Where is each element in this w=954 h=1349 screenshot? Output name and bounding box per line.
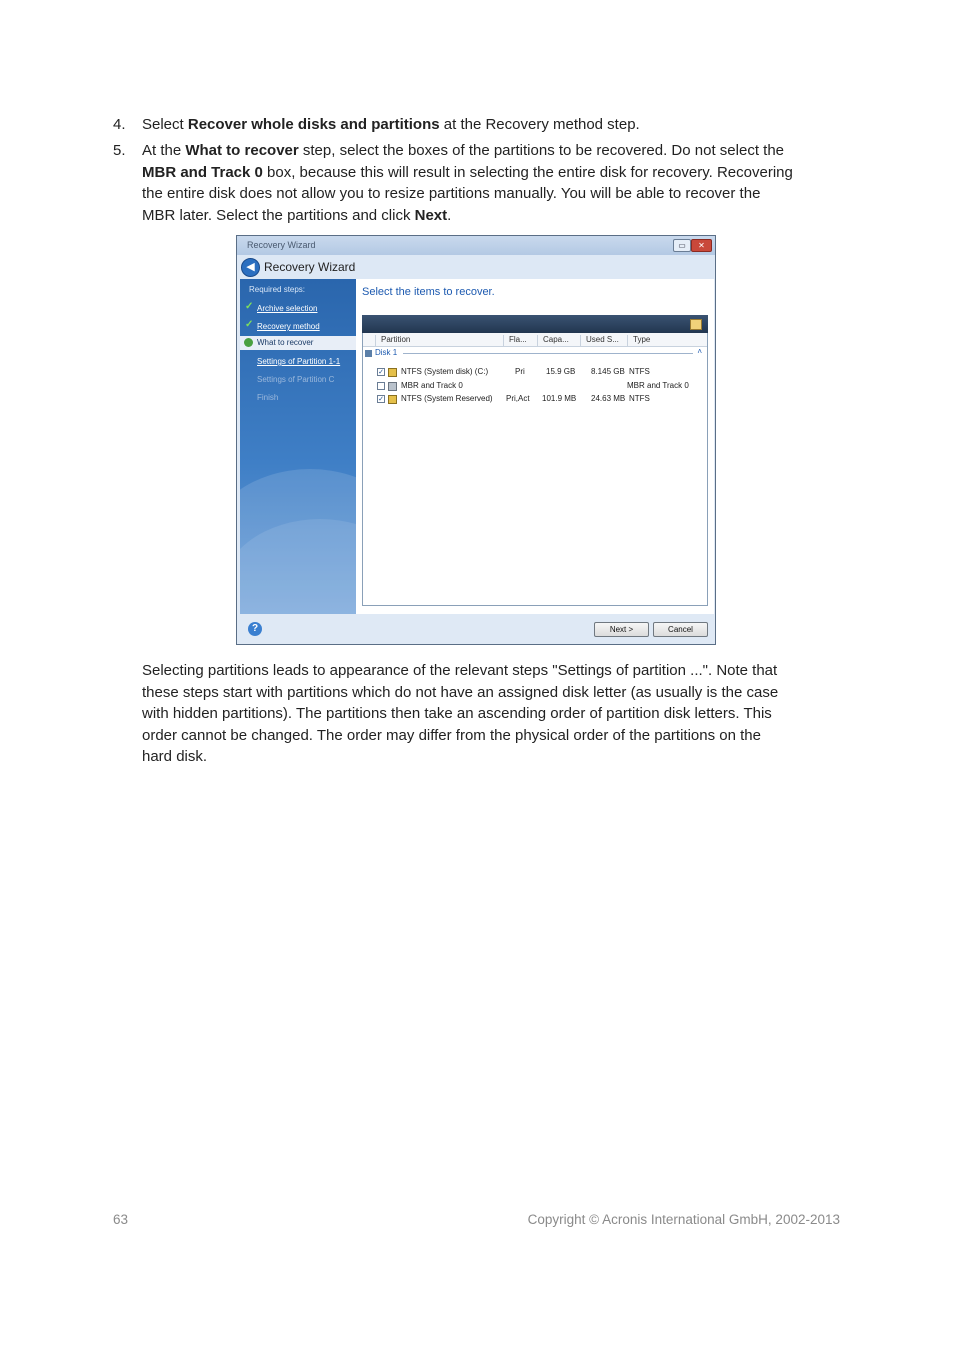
content-prompt: Select the items to recover.: [362, 286, 495, 298]
back-arrow-icon[interactable]: ◀: [241, 258, 260, 277]
step-text-part: the entire disk does not allow you to resize partitions manually. You will be able to recover the: [142, 185, 761, 202]
options-icon[interactable]: [690, 319, 702, 330]
partition-flags: Pri: [515, 367, 525, 376]
window-titlebar[interactable]: [237, 236, 715, 255]
disk-group-row[interactable]: [365, 348, 705, 359]
partition-grid: [362, 333, 708, 606]
step-text-part: at the Recovery method step.: [439, 116, 640, 133]
sidebar-item-label: What to recover: [257, 338, 314, 347]
mbr-icon: [388, 382, 397, 391]
step-text-part: At the: [142, 142, 186, 159]
items-toolbar: [362, 315, 708, 333]
steps-heading: Required steps:: [249, 285, 306, 294]
partition-capacity: 101.9 MB: [542, 394, 577, 403]
partition-used: 8.145 GB: [591, 367, 625, 376]
partition-row[interactable]: [377, 381, 707, 392]
partition-type: NTFS: [629, 394, 650, 403]
wizard-title: Recovery Wizard: [264, 260, 356, 274]
partition-name: MBR and Track 0: [401, 381, 463, 390]
partition-icon: [388, 395, 397, 404]
explanation-paragraph: [142, 660, 842, 768]
step-text-part: Select: [142, 116, 188, 133]
column-header-used-space[interactable]: Used S...: [580, 335, 628, 346]
step-text-part: MBR later. Select the partitions and click: [142, 206, 415, 224]
wizard-button-bar: [237, 614, 715, 644]
column-header-partition[interactable]: Partition: [375, 335, 507, 346]
sidebar-item-settings-partition-1-1[interactable]: Settings of Partition 1-1: [257, 357, 341, 366]
sidebar-item-recovery-method[interactable]: Recovery method: [257, 322, 320, 331]
paragraph-line: these steps start with partitions which do not have an assigned disk letter (as usually is the case: [142, 683, 779, 701]
paragraph-line: order cannot be changed. The order may differ from the physical order of the partitions on the: [142, 726, 761, 744]
step-number: 4.: [113, 116, 126, 133]
step-text-part: .: [447, 206, 452, 224]
column-header-type[interactable]: Type: [627, 335, 703, 346]
window-title: Recovery Wizard: [247, 240, 316, 250]
sidebar-item-what-to-recover[interactable]: [240, 336, 356, 350]
sidebar-item-finish: Finish: [257, 393, 279, 402]
step-bold: MBR and Track 0: [142, 163, 263, 181]
step-number: 5.: [113, 142, 126, 159]
checkmark-icon: ✓: [245, 319, 254, 330]
partition-row[interactable]: [377, 394, 707, 405]
step-bold: What to recover: [185, 142, 299, 159]
partition-type: MBR and Track 0: [627, 381, 689, 390]
partition-used: 24.63 MB: [591, 394, 626, 403]
column-header-flags[interactable]: Fla...: [503, 335, 537, 346]
next-button[interactable]: Next >: [594, 622, 649, 637]
copyright-notice: Copyright © Acronis International GmbH, 2002-2013: [527, 1212, 840, 1227]
disk-icon: [365, 350, 372, 357]
partition-checkbox[interactable]: ✓: [378, 369, 384, 376]
paragraph-line: Selecting partitions leads to appearance of the relevant steps "Settings of partition ...". Note that: [142, 662, 778, 679]
group-divider: [403, 353, 693, 354]
sidebar-item-archive-selection[interactable]: Archive selection: [257, 304, 318, 313]
paragraph-line: hard disk.: [142, 748, 208, 766]
step-text-part: step, select the boxes of the partitions to be recovered. Do not select the: [298, 142, 784, 159]
step-bold: Next: [414, 206, 448, 224]
collapse-chevron-icon[interactable]: ˄: [697, 347, 702, 356]
partition-name: NTFS (System disk) (C:): [401, 367, 489, 376]
step-text-part: box, because this will result in selecting the entire disk for recovery. Recovering: [262, 163, 793, 181]
page-number: 63: [113, 1212, 129, 1227]
disk-label: Disk 1: [375, 348, 398, 357]
step-text: [142, 114, 843, 136]
partition-row[interactable]: [377, 367, 707, 378]
cancel-button[interactable]: Cancel: [653, 622, 708, 637]
recovery-wizard-window: [236, 235, 716, 645]
partition-checkbox[interactable]: ✓: [378, 396, 384, 403]
current-step-icon: [244, 338, 253, 347]
step-text: [142, 140, 843, 226]
help-icon[interactable]: ?: [248, 622, 262, 636]
step-bold: Recover whole disks and partitions: [187, 116, 440, 133]
partition-name: NTFS (System Reserved): [401, 394, 493, 403]
column-header-capacity[interactable]: Capa...: [537, 335, 581, 346]
checkmark-icon: ✓: [245, 301, 254, 312]
partition-checkbox[interactable]: [377, 382, 385, 390]
column-header-row: [363, 333, 707, 347]
wizard-header: [237, 255, 715, 279]
partition-capacity: 15.9 GB: [546, 367, 576, 376]
partition-type: NTFS: [629, 367, 650, 376]
partition-icon: [388, 368, 397, 377]
wizard-steps-sidebar: [240, 279, 356, 614]
wizard-content: [356, 279, 714, 614]
minimize-button[interactable]: ▭: [673, 239, 691, 252]
partition-flags: Pri,Act: [506, 394, 530, 403]
paragraph-line: with hidden partitions). The partitions then take an ascending order of partition disk letters. This: [142, 705, 772, 723]
sidebar-item-settings-partition-c: Settings of Partition C: [257, 375, 335, 384]
close-button[interactable]: ✕: [691, 239, 712, 252]
